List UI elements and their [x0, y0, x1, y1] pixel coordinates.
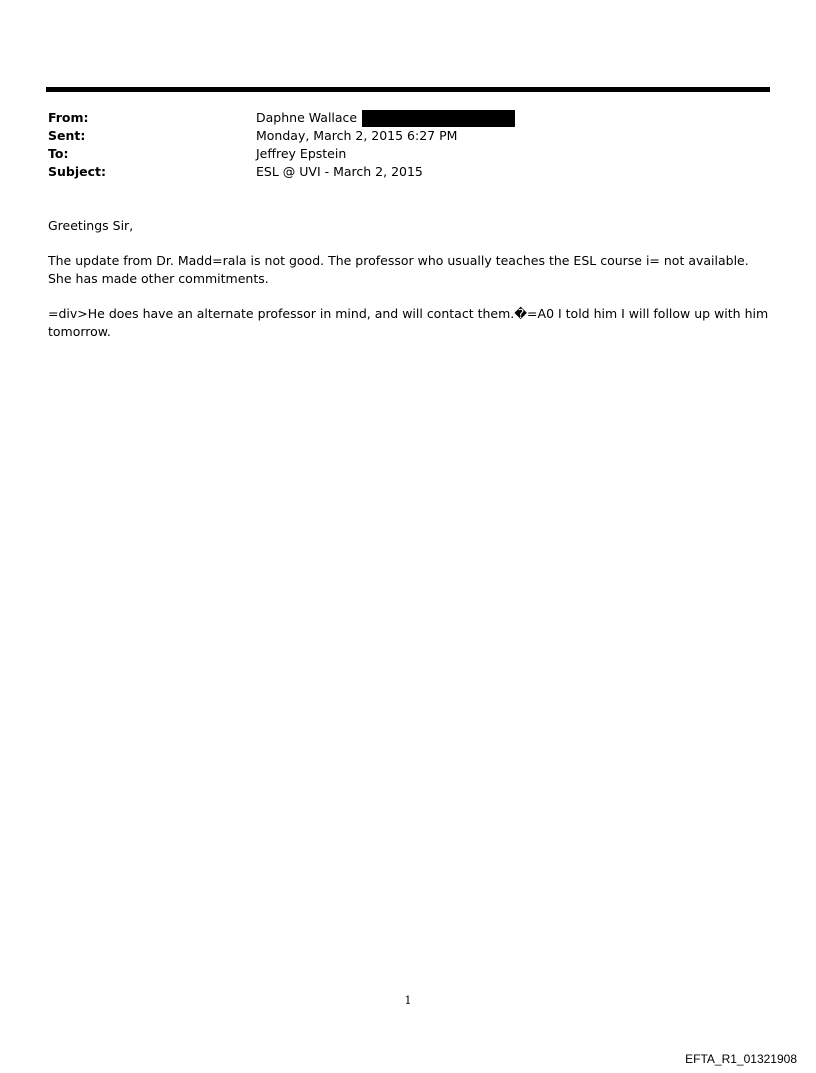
from-label: From: [48, 110, 89, 125]
sent-label: Sent: [48, 128, 86, 143]
subject-value: ESL @ UVI - March 2, 2015 [256, 164, 423, 179]
from-name: Daphne Wallace [256, 110, 358, 125]
page-number: 1 [404, 994, 412, 1007]
to-value: Jeffrey Epstein [256, 146, 347, 161]
from-value [256, 109, 515, 127]
from-row [48, 109, 768, 127]
sent-value: Monday, March 2, 2015 6:27 PM [256, 128, 458, 143]
document-id: EFTA_R1_01321908 [685, 1052, 797, 1066]
to-row [48, 145, 768, 163]
body-paragraph-2: =div>He does have an alternate professor in mind, and will contact them.�=A0 I told him I will follow up with him tomorrow. [48, 306, 769, 339]
subject-label: Subject: [48, 164, 106, 179]
email-body [48, 217, 770, 358]
to-label: To: [48, 146, 69, 161]
greeting: Greetings Sir, [48, 218, 134, 233]
body-paragraph-1: The update from Dr. Madd=rala is not good. The professor who usually teaches the ESL course i= not available. She has made other commitments. [48, 253, 749, 286]
redaction-box [362, 110, 515, 127]
sent-row [48, 127, 768, 145]
email-header [48, 109, 768, 181]
header-rule [46, 87, 770, 92]
subject-row [48, 163, 768, 181]
